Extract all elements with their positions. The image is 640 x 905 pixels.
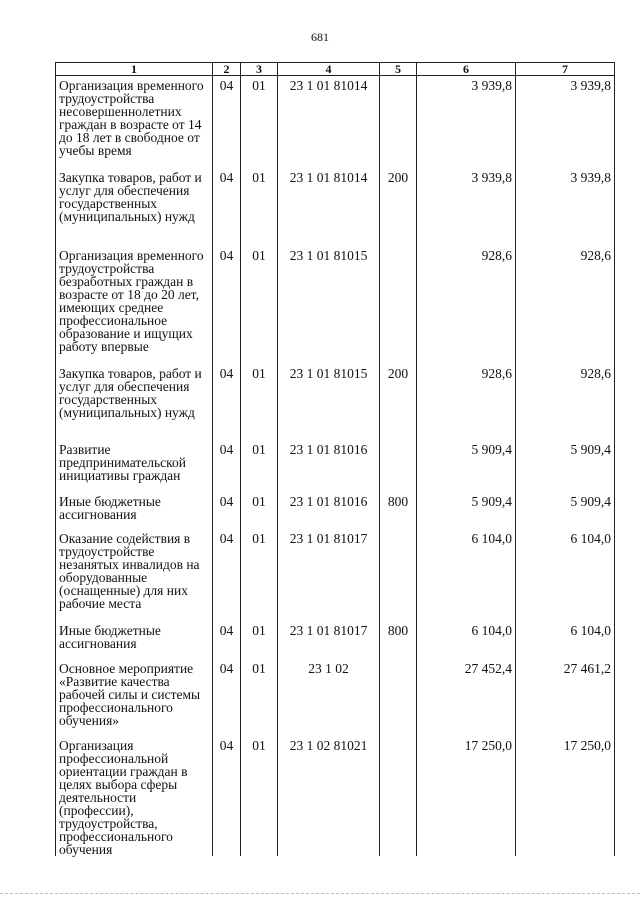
row-expense-type — [380, 659, 417, 736]
row-name: Организация временного трудоустройства несовершеннолетних граждан в возрасте от 14 до 18 лет в свободное от учебы время — [56, 76, 213, 168]
row-name: Развитие предпринимательской инициативы граждан — [56, 440, 213, 492]
row-amount-col6: 3 939,8 — [417, 168, 516, 246]
table-row — [56, 364, 615, 440]
row-amount-col6: 6 104,0 — [417, 621, 516, 659]
table-header — [56, 63, 615, 76]
row-expense-type — [380, 736, 417, 856]
row-amount-col7: 27 461,2 — [516, 659, 615, 736]
row-amount-col7: 5 909,4 — [516, 440, 615, 492]
row-amount-col7: 17 250,0 — [516, 736, 615, 856]
row-subsection: 01 — [241, 529, 278, 621]
row-amount-col6: 928,6 — [417, 364, 516, 440]
row-expense-type — [380, 529, 417, 621]
row-section: 04 — [213, 529, 241, 621]
header-col-1: 1 — [56, 63, 213, 76]
row-subsection: 01 — [241, 659, 278, 736]
row-amount-col7: 3 939,8 — [516, 76, 615, 168]
row-target-item: 23 1 01 81014 — [278, 76, 380, 168]
row-subsection: 01 — [241, 621, 278, 659]
row-expense-type: 200 — [380, 364, 417, 440]
row-name: Закупка товаров, работ и услуг для обеспечения государственных (муниципальных) нужд — [56, 168, 213, 246]
header-col-7: 7 — [516, 63, 615, 76]
row-amount-col6: 17 250,0 — [417, 736, 516, 856]
table-row — [56, 659, 615, 736]
row-subsection: 01 — [241, 440, 278, 492]
row-target-item: 23 1 02 81021 — [278, 736, 380, 856]
row-target-item: 23 1 01 81015 — [278, 246, 380, 364]
header-col-3: 3 — [241, 63, 278, 76]
row-name: Организация временного трудоустройства безработных граждан в возрасте от 18 до 20 лет, имеющих среднее профессиональное образование и ищущих работу впервые — [56, 246, 213, 364]
budget-table — [55, 62, 615, 856]
row-target-item: 23 1 01 81016 — [278, 440, 380, 492]
row-amount-col7: 928,6 — [516, 246, 615, 364]
table-row — [56, 492, 615, 529]
row-target-item: 23 1 01 81017 — [278, 529, 380, 621]
row-name: Основное мероприятие «Развитие качества рабочей силы и системы профессионального обучения» — [56, 659, 213, 736]
row-target-item: 23 1 01 81015 — [278, 364, 380, 440]
header-col-5: 5 — [380, 63, 417, 76]
table-row — [56, 621, 615, 659]
table-row — [56, 246, 615, 364]
row-amount-col6: 5 909,4 — [417, 492, 516, 529]
page-bottom-rule — [0, 893, 640, 894]
row-subsection: 01 — [241, 364, 278, 440]
row-amount-col7: 6 104,0 — [516, 621, 615, 659]
table-row — [56, 168, 615, 246]
row-section: 04 — [213, 364, 241, 440]
table-row — [56, 736, 615, 856]
row-section: 04 — [213, 168, 241, 246]
row-amount-col7: 3 939,8 — [516, 168, 615, 246]
row-subsection: 01 — [241, 76, 278, 168]
row-section: 04 — [213, 492, 241, 529]
row-section: 04 — [213, 440, 241, 492]
row-target-item: 23 1 01 81016 — [278, 492, 380, 529]
row-expense-type — [380, 76, 417, 168]
row-expense-type: 800 — [380, 621, 417, 659]
page-number: 681 — [311, 30, 329, 44]
row-section: 04 — [213, 736, 241, 856]
row-subsection: 01 — [241, 246, 278, 364]
row-section: 04 — [213, 246, 241, 364]
row-name: Иные бюджетные ассигнования — [56, 492, 213, 529]
row-name: Закупка товаров, работ и услуг для обеспечения государственных (муниципальных) нужд — [56, 364, 213, 440]
row-section: 04 — [213, 659, 241, 736]
row-amount-col6: 27 452,4 — [417, 659, 516, 736]
row-amount-col6: 6 104,0 — [417, 529, 516, 621]
row-subsection: 01 — [241, 736, 278, 856]
table-row — [56, 529, 615, 621]
table-body — [56, 76, 615, 856]
table-row — [56, 76, 615, 168]
row-target-item: 23 1 01 81017 — [278, 621, 380, 659]
row-amount-col6: 928,6 — [417, 246, 516, 364]
row-name: Оказание содействия в трудоустройстве незанятых инвалидов на оборудованные (оснащенные) для них рабочие места — [56, 529, 213, 621]
table-row — [56, 440, 615, 492]
row-section: 04 — [213, 621, 241, 659]
row-expense-type — [380, 246, 417, 364]
row-expense-type: 800 — [380, 492, 417, 529]
row-amount-col7: 5 909,4 — [516, 492, 615, 529]
row-amount-col6: 5 909,4 — [417, 440, 516, 492]
row-subsection: 01 — [241, 168, 278, 246]
row-expense-type: 200 — [380, 168, 417, 246]
header-col-6: 6 — [417, 63, 516, 76]
header-col-2: 2 — [213, 63, 241, 76]
row-amount-col6: 3 939,8 — [417, 76, 516, 168]
row-target-item: 23 1 02 — [278, 659, 380, 736]
row-target-item: 23 1 01 81014 — [278, 168, 380, 246]
row-amount-col7: 928,6 — [516, 364, 615, 440]
row-expense-type — [380, 440, 417, 492]
row-amount-col7: 6 104,0 — [516, 529, 615, 621]
row-name: Иные бюджетные ассигнования — [56, 621, 213, 659]
row-name: Организация профессиональной ориентации граждан в целях выбора сферы деятельности (профессии), трудоустройства, профессионального обучения — [56, 736, 213, 856]
row-section: 04 — [213, 76, 241, 168]
row-subsection: 01 — [241, 492, 278, 529]
header-col-4: 4 — [278, 63, 380, 76]
